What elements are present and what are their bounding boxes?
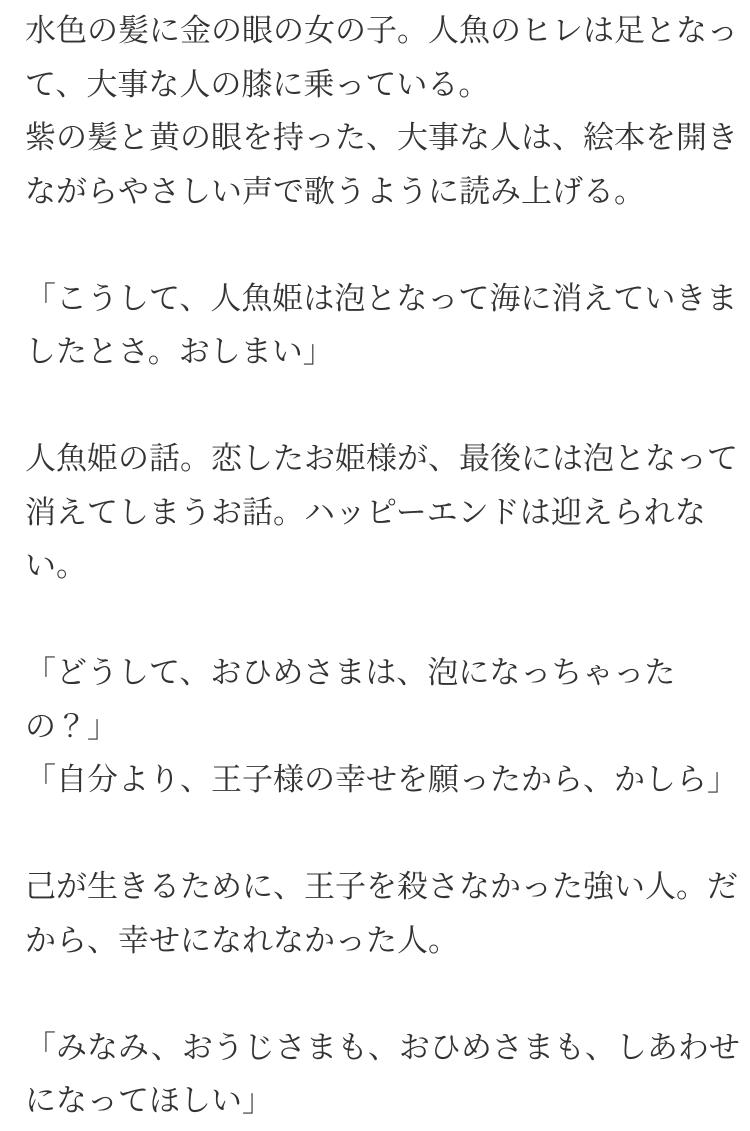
text-line: て、大事な人の膝に乗っている。 [25, 66, 490, 103]
paragraph-dialogue-2 [25, 647, 738, 808]
text-line: したとさ。おしまい」 [25, 334, 334, 370]
text-line: 「こうして、人魚姫は泡となって海に消えていきま [25, 280, 738, 317]
text-line: になってほしい」 [25, 1083, 273, 1119]
text-line: 人魚姫の話。恋したお姫様が、最後には泡となって [25, 441, 738, 477]
text-line: 「自分より、王子様の幸せを願ったから、かしら」 [25, 762, 738, 798]
paragraph-narration-1 [25, 5, 738, 219]
text-line: ながらやさしい声で歌うように読み上げる。 [25, 173, 645, 210]
paragraph-dialogue-1 [25, 273, 738, 380]
text-line: の？」 [25, 708, 118, 745]
text-line: 己が生きるために、王子を殺さなかった強い人。だ [25, 869, 738, 905]
paragraph-narration-2 [25, 433, 738, 594]
text-line: から、幸せになれなかった人。 [25, 922, 459, 959]
text-line: 水色の髪に金の眼の女の子。人魚のヒレは足となっ [25, 13, 738, 49]
paragraph-narration-3 [25, 861, 738, 968]
text-line: 紫の髪と黄の眼を持った、大事な人は、絵本を開き [25, 120, 738, 156]
text-line: 「どうして、おひめさまは、泡になっちゃった [25, 655, 676, 691]
text-line: 「みなみ、おうじさまも、おひめさまも、しあわせ [25, 1029, 740, 1066]
text-line: 消えてしまうお話。ハッピーエンドは迎えられな [25, 494, 706, 531]
text-line: い。 [25, 548, 87, 584]
paragraph-dialogue-3 [25, 1022, 740, 1129]
